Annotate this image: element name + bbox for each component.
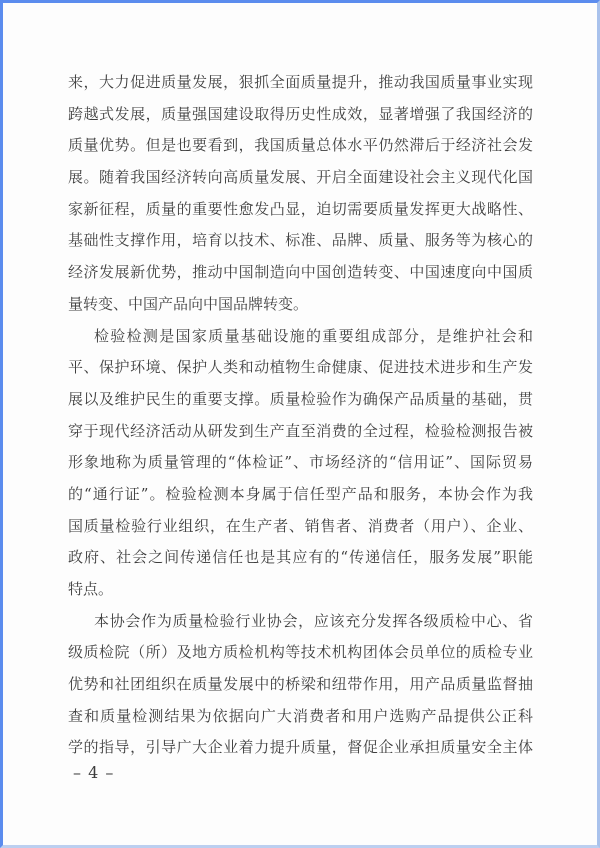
text-line: 特点。 xyxy=(68,580,114,598)
text-line: 国质量检验行业组织，在生产者、销售者、消费者（用户）、企业、 xyxy=(68,516,533,535)
text-line: 展以及维护民生的重要支撑。质量检验作为确保产品质量的基础，贯 xyxy=(68,389,533,408)
text-line: 本协会作为质量检验行业协会，应该充分发挥各级质检中心、省 xyxy=(94,611,533,630)
text-line: 优势和社团组织在质量发展中的桥梁和纽带作用，用产品质量监督抽 xyxy=(68,675,533,694)
text-line: 政府、社会之间传递信任也是其应有的“传递信任，服务发展”职能 xyxy=(68,548,533,567)
text-line: 基础性支撑作用，培育以技术、标准、品牌、质量、服务等为核心的 xyxy=(68,231,533,250)
text-line: 平、保护环境、保护人类和动植物生命健康、促进技术进步和生产发 xyxy=(68,358,533,377)
text-line: 穿于现代经济活动从研发到生产直至消费的全过程，检验检测报告被 xyxy=(68,421,533,440)
text-line: 质量优势。但是也要看到，我国质量总体水平仍然滞后于经济社会发 xyxy=(68,136,533,155)
text-line: 跨越式发展，质量强国建设取得历史性成效，显著增强了我国经济的 xyxy=(68,104,533,123)
text-line: 查和质量检测结果为依据向广大消费者和用户选购产品提供公正科 xyxy=(68,706,533,725)
text-line: 检验检测是国家质量基础设施的重要组成部分，是维护社会和 xyxy=(94,326,533,345)
text-line: 级质检院（所）及地方质检机构等技术机构团体会员单位的质检专业 xyxy=(68,643,533,662)
text-line: 家新征程，质量的重要性愈发凸显，迫切需要质量发挥更大战略性、 xyxy=(68,199,533,218)
page-number: – 4 – xyxy=(73,763,115,782)
text-line: 来，大力促进质量发展，狠抓全面质量提升，推动我国质量事业实现 xyxy=(68,73,533,91)
text-line: 经济发展新优势，推动中国制造向中国创造转变、中国速度向中国质 xyxy=(68,263,533,282)
text-line: 学的指导，引导广大企业着力提升质量，督促企业承担质量安全主体 xyxy=(68,738,533,757)
document-body xyxy=(68,67,533,764)
text-line: 量转变、中国产品向中国品牌转变。 xyxy=(68,294,309,313)
text-line: 的“通行证”。检验检测本身属于信任型产品和服务，本协会作为我 xyxy=(68,484,533,503)
text-line: 展。随着我国经济转向高质量发展、开启全面建设社会主义现代化国 xyxy=(68,168,533,187)
text-line: 形象地称为质量管理的“体检证”、市场经济的“信用证”、国际贸易 xyxy=(68,453,533,472)
